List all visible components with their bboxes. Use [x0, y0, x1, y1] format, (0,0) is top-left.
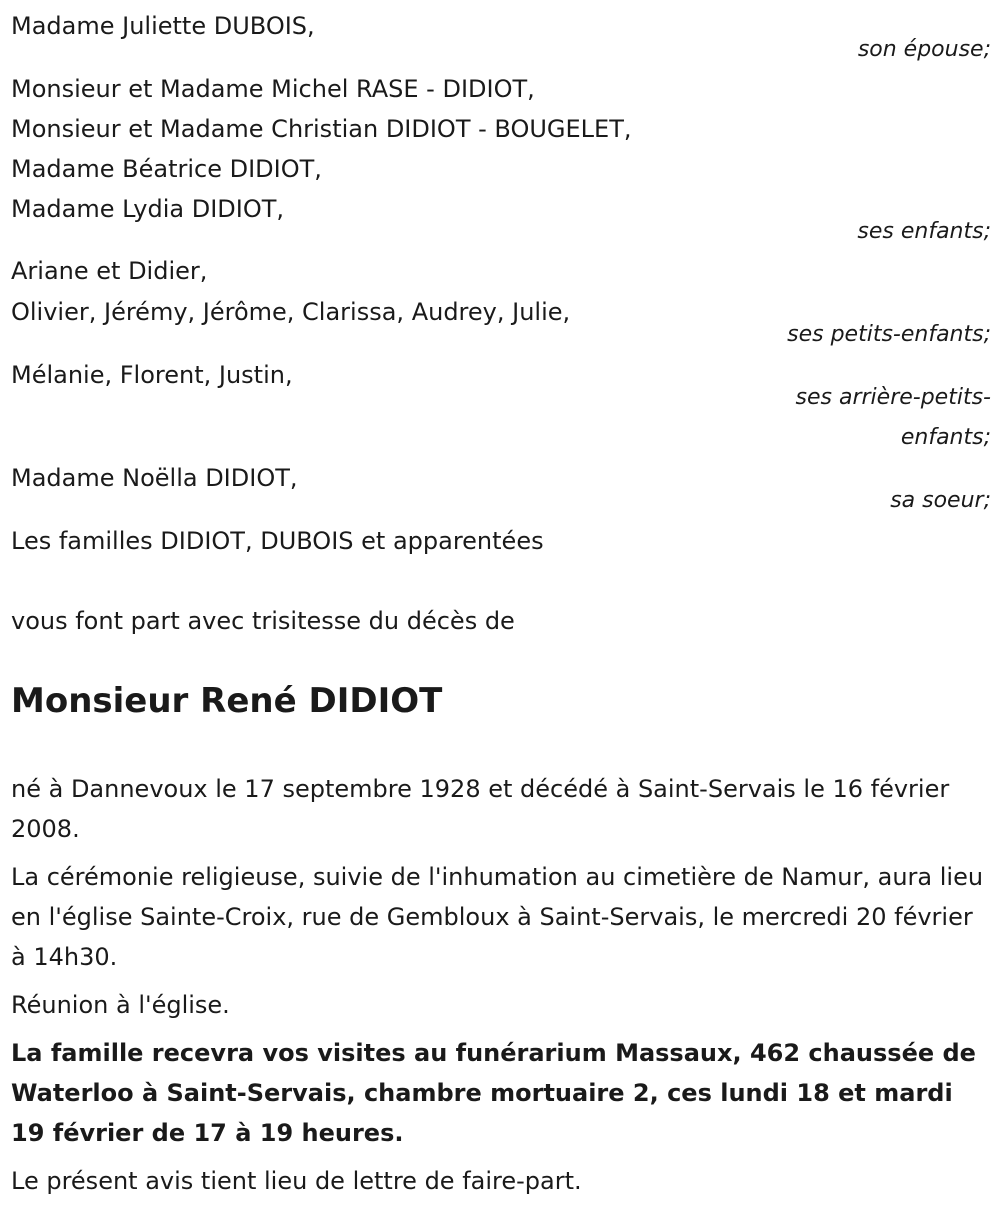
deceased-name: Monsieur René DIDIOT — [11, 681, 443, 721]
families: Les familles DIDIOT, DUBOIS et apparentées — [11, 527, 544, 555]
great-grandchildren: Mélanie, Florent, Justin, — [11, 361, 293, 389]
spouse-name: Madame Juliette DUBOIS, — [11, 12, 315, 40]
announcement: vous font part avec trisitesse du décès de — [11, 607, 515, 635]
children-role: ses enfants; — [857, 219, 991, 244]
grandchildren-1: Ariane et Didier, — [11, 257, 208, 285]
grandchildren-2: Olivier, Jérémy, Jérôme, Clarissa, Audrey, Julie, — [11, 298, 571, 326]
spouse-role: son épouse; — [857, 37, 991, 62]
birth-death: né à Dannevoux le 17 septembre 1928 et décédé à Saint-Servais le 16 février 2008. — [11, 775, 950, 843]
grandchildren-role: ses petits-enfants; — [787, 322, 991, 347]
visits: La famille recevra vos visites au funérarium Massaux, 462 chaussée de Waterloo à Saint-Servais, chambre mortuaire 2, ces lundi 18 et mardi 19 février de 17 à 19 heures. — [11, 1039, 976, 1147]
great-grandchildren-role-2: enfants; — [900, 425, 991, 450]
child-1: Monsieur et Madame Michel RASE - DIDIOT, — [11, 75, 535, 103]
sister-name: Madame Noëlla DIDIOT, — [11, 464, 298, 492]
child-2: Monsieur et Madame Christian DIDIOT - BOUGELET, — [11, 115, 632, 143]
great-grandchildren-role-1: ses arrière-petits- — [795, 385, 991, 410]
ceremony: La cérémonie religieuse, suivie de l'inhumation au cimetière de Namur, aura lieu en l'église Sainte-Croix, rue de Gembloux à Saint-Servais, le mercredi 20 février à 14h30. — [11, 863, 984, 971]
meeting: Réunion à l'église. — [11, 991, 230, 1019]
child-3: Madame Béatrice DIDIOT, — [11, 155, 322, 183]
notice: Le présent avis tient lieu de lettre de faire-part. — [11, 1167, 582, 1195]
child-4: Madame Lydia DIDIOT, — [11, 195, 285, 223]
sister-role: sa soeur; — [890, 488, 991, 513]
